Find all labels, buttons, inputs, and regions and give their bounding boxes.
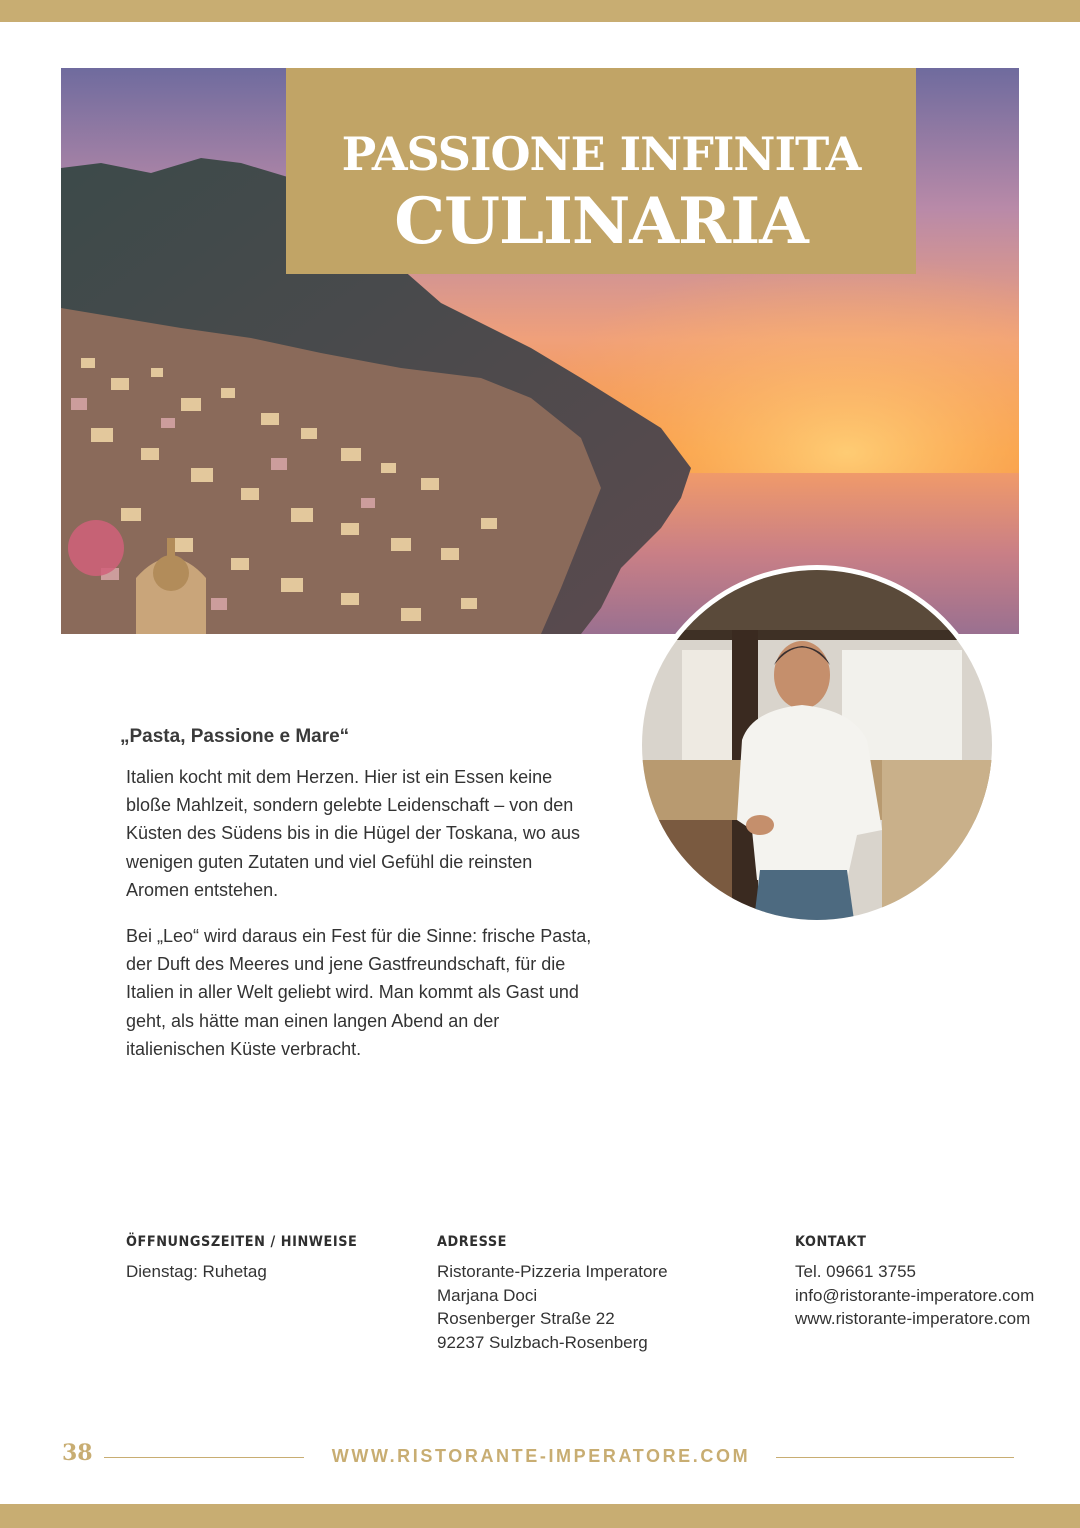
top-gold-band <box>0 0 1080 22</box>
info-address <box>437 1234 668 1354</box>
footer-rule-right <box>776 1457 1014 1458</box>
article-paragraph-1: Italien kocht mit dem Herzen. Hier ist ein Essen keine bloße Mahlzeit, sondern gelebte Leidenschaft – von den Küsten des Südens bis in die Hügel der Toskana, wo aus wenigen guten Zutaten und viel Gefühl die reinsten Aromen entstehen. <box>126 767 580 900</box>
info-hours-line: Dienstag: Ruhetag <box>126 1262 267 1281</box>
hero-photo-positano-sunset <box>61 68 1019 634</box>
info-address-line: Ristorante-Pizzeria Imperatore <box>437 1262 668 1281</box>
info-address-line: Rosenberger Straße 22 <box>437 1309 615 1329</box>
hero-title-line-2: CULINARIA <box>394 184 808 259</box>
contact-website-link[interactable]: www.ristorante-imperatore.com <box>795 1309 1031 1329</box>
info-hours <box>126 1234 378 1284</box>
bottom-gold-band <box>0 1504 1080 1528</box>
article-heading: „Pasta, Passione e Mare“ <box>120 726 350 747</box>
article-paragraph-2: Bei „Leo“ wird daraus ein Fest für die Sinne: frische Pasta, der Duft des Meeres und jene Gastfreundschaft, für die Italien in aller Welt geliebt wird. Man kommt als Gast und geht, als hätte man einen langen Abend an der italienischen Küste verbracht. <box>126 926 592 1059</box>
info-hours-heading: ÖFFNUNGSZEITEN / HINWEISE <box>126 1234 358 1250</box>
hero-title-line-1: PASSIONE INFINITA <box>341 127 861 181</box>
contact-phone[interactable]: Tel. 09661 3755 <box>795 1262 916 1281</box>
info-contact-heading: KONTAKT <box>795 1234 867 1250</box>
hero-title-box <box>286 68 916 274</box>
info-contact <box>795 1234 1034 1331</box>
footer-rule-left <box>104 1457 304 1458</box>
chef-portrait <box>637 565 997 925</box>
contact-email-link[interactable]: info@ristorante-imperatore.com <box>795 1285 1035 1305</box>
page-number: 38 <box>62 1440 93 1466</box>
info-address-line: 92237 Sulzbach-Rosenberg <box>437 1332 648 1352</box>
info-address-line: Marjana Doci <box>437 1285 538 1305</box>
info-address-heading: ADRESSE <box>437 1234 508 1250</box>
footer-website-link[interactable]: WWW.RISTORANTE-IMPERATORE.COM <box>331 1446 751 1466</box>
